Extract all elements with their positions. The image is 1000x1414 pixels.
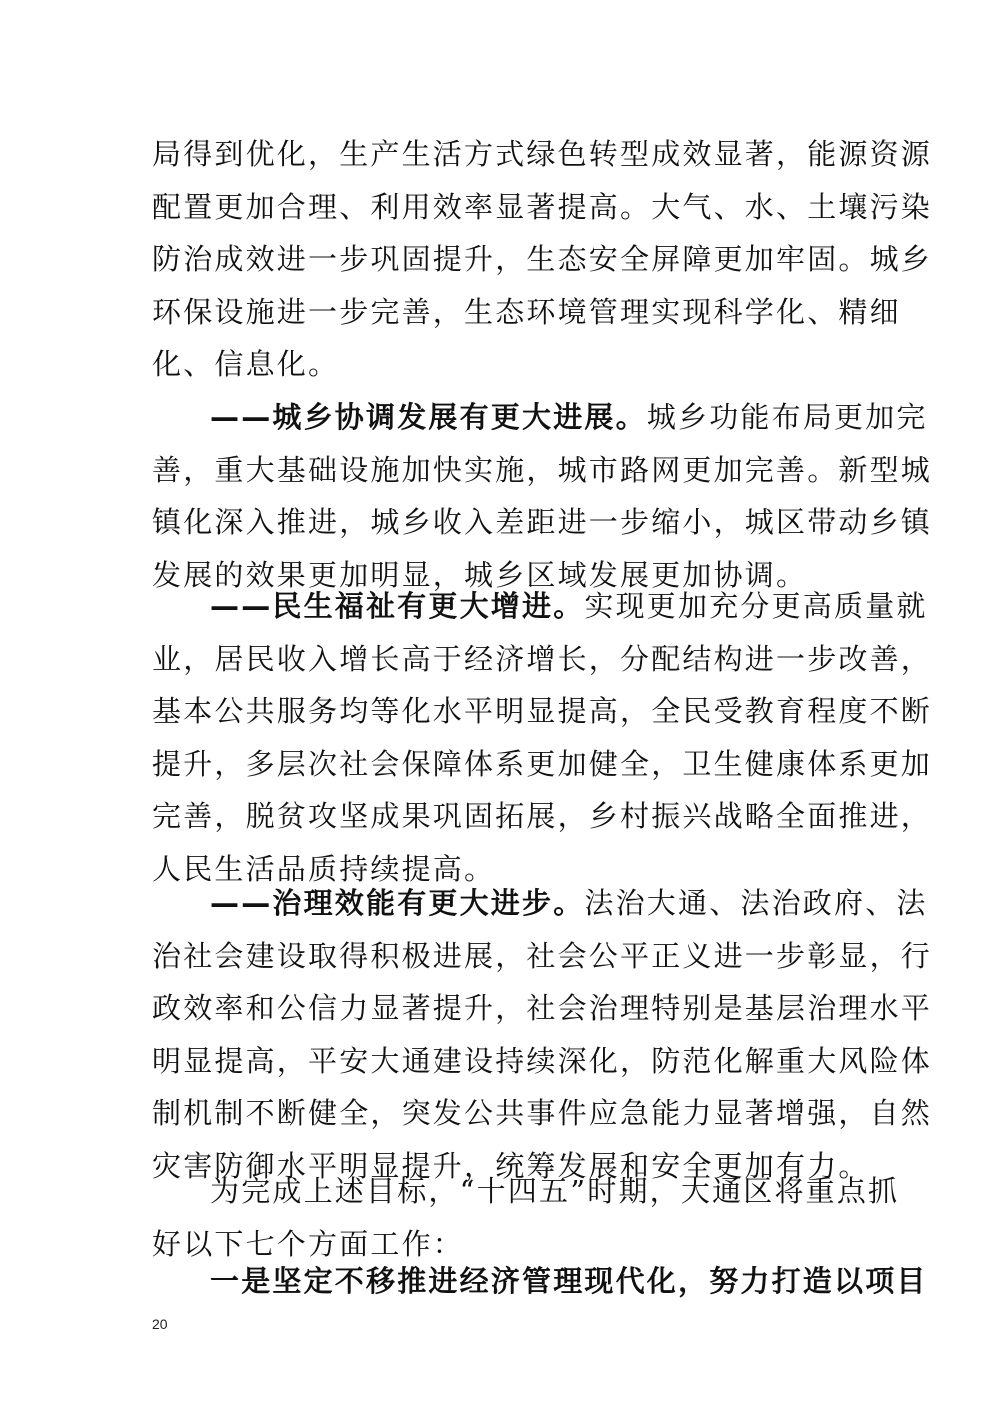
text-line: 局得到优化，生产生活方式绿色转型成效显著，能源资源	[152, 137, 933, 171]
text-line: 提升，多层次社会保障体系更加健全，卫生健康体系更加	[152, 746, 933, 781]
heading-livelihood: ——民生福祉有更大增进。	[210, 589, 585, 623]
text-run: 法治大通、法治政府、法	[584, 886, 928, 920]
paragraph-ecology	[152, 128, 933, 391]
text-line: 善，重大基础设施加快实施，城市路网更加完善。新型城	[152, 452, 933, 487]
text-run: 城乡功能布局更加完	[646, 400, 928, 434]
text-line: 好以下七个方面工作：	[152, 1226, 465, 1261]
heading-urban-rural: ——城乡协调发展有更大进展。	[210, 400, 647, 434]
text-line: 业，居民收入增长高于经济增长，分配结构进一步改善，	[152, 641, 933, 676]
text-line: 化、信息化。	[152, 347, 340, 382]
text-line: 配置更加合理、利用效率显著提高。大气、水、土壤污染	[152, 189, 933, 224]
text-line: 发展的效果更加明显，城乡区域发展更加协调。	[152, 557, 808, 592]
text-line: 为完成上述目标，“十四五”时期，大通区将重点抓	[210, 1174, 900, 1208]
text-line: 治社会建设取得积极进展，社会公平正义进一步彰显，行	[152, 938, 933, 973]
text-run: 实现更加充分更高质量就	[584, 589, 928, 623]
text-line	[152, 877, 928, 930]
paragraph-task-one	[152, 1255, 928, 1308]
text-line: 人民生活品质持续提高。	[152, 851, 496, 886]
text-line: 基本公共服务均等化水平明显提高，全民受教育程度不断	[152, 694, 933, 729]
text-line: 灾害防御水平明显提升，统筹发展和安全更加有力。	[152, 1148, 870, 1183]
text-line: 防治成效进一步巩固提升，生态安全屏障更加牢固。城乡	[152, 242, 933, 277]
paragraph-livelihood	[152, 580, 933, 896]
page-number: 20	[152, 1316, 168, 1332]
text-line: 政效率和公信力显著提升，社会治理特别是基层治理水平	[152, 991, 933, 1026]
paragraph-governance	[152, 877, 933, 1193]
text-line: 完善，脱贫攻坚成果巩固拓展，乡村振兴战略全面推进，	[152, 799, 933, 834]
text-line: 明显提高，平安大通建设持续深化，防范化解重大风险体	[152, 1043, 933, 1078]
text-line: 制机制不断健全，突发公共事件应急能力显著增强，自然	[152, 1096, 933, 1131]
text-line	[152, 391, 928, 444]
paragraph-urban-rural	[152, 391, 933, 601]
heading-governance: ——治理效能有更大进步。	[210, 886, 585, 920]
text-line: 镇化深入推进，城乡收入差距进一步缩小，城区带动乡镇	[152, 505, 933, 540]
text-line	[152, 580, 928, 633]
heading-task-one: 一是坚定不移推进经济管理现代化，努力打造以项目	[210, 1264, 928, 1298]
text-line: 环保设施进一步完善，生态环境管理实现科学化、精细	[152, 294, 901, 329]
